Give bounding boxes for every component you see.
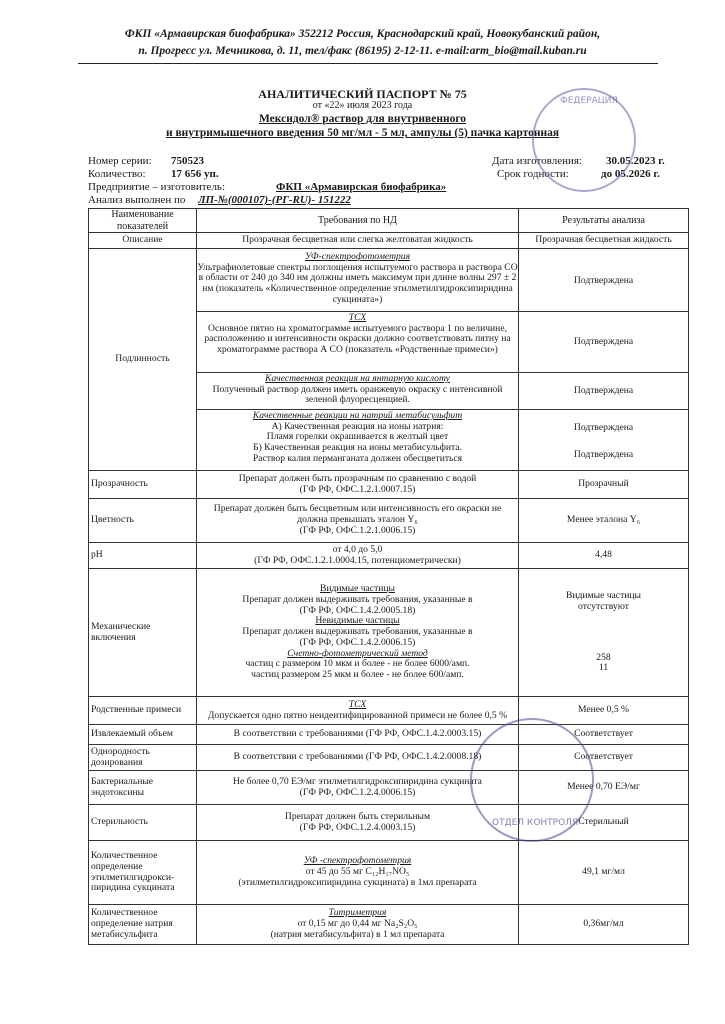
table-row	[89, 697, 689, 725]
row-req: В соответствии с требованиями (ГФ РФ, ОФС.1.4.2.0003.15)	[197, 725, 519, 745]
table-row	[89, 543, 689, 569]
col-header-req: Требования по НД	[197, 209, 519, 233]
ident-b4-res1: Подтверждена	[573, 422, 634, 433]
ident-b4-b: Б) Качественная реакция на ионы метабисульфита.	[253, 442, 462, 454]
mech-r3b: частиц размером 25 мкм и более - не более 600/амп.	[251, 669, 464, 681]
qty-value: 17 656 уп.	[171, 168, 219, 180]
row-res: Менее 0,70 ЕЭ/мг	[519, 771, 689, 805]
table-row	[89, 499, 689, 543]
row-req-text: от 45 до 55 мг C₁₂H₁₇NO₅	[305, 866, 410, 878]
ident-b2-text: Основное пятно на хроматограмме испытуемого раствора 1 по величине, расположению и интенсивности окраски должно соответствовать пятну на хроматограмме раствора А СО (показатель «Родственные примеси»)	[204, 322, 511, 356]
row-req-text: Препарат должен быть прозрачным по сравнению с водой	[238, 472, 477, 484]
row-req-ref: (ГФ РФ, ОФС.1.2.4.0006.15)	[299, 786, 416, 798]
row-req-title: Титриметрия	[328, 907, 387, 919]
row-req-text: Препарат должен быть бесцветным или интенсивность его окраски не должна превышать эталон Y₆	[213, 503, 502, 526]
row-name: Однородность дозирования	[89, 745, 197, 771]
table-row	[89, 249, 689, 471]
table-row	[89, 471, 689, 499]
mech-r2: Препарат должен выдерживать требования, указанные в	[242, 626, 473, 638]
mech-t1: Видимые частицы	[320, 583, 395, 595]
ident-b1-title: УФ-спектрофотометрия	[304, 251, 411, 262]
ident-b4-res2: Подтверждена	[573, 448, 634, 460]
mech-t3: Счетно-фотометрический метод	[287, 647, 428, 659]
row-name: Стерильность	[89, 805, 197, 841]
ident-b3-res: Подтверждена	[519, 373, 688, 410]
series-label: Номер серии:	[88, 155, 152, 167]
row-req-text: от 0,15 мг до 0,44 мг Na₂S₂O₅	[297, 918, 418, 930]
mech-r2b: (ГФ РФ, ОФС.1.4.2.0006.15)	[299, 636, 416, 648]
doc-date: от «22» июля 2023 года	[312, 100, 413, 111]
table-row	[89, 841, 689, 905]
made-value: 30.05.2023 г.	[606, 155, 665, 167]
row-name: Механические включения	[89, 569, 197, 697]
row-name: Родственные примеси	[89, 697, 197, 725]
row-req: Прозрачная бесцветная или слегка желтоватая жидкость	[197, 233, 519, 249]
row-name: pH	[89, 543, 197, 569]
analysis-value: ЛП-№(000107)-(РГ-RU)- 151222	[198, 194, 351, 206]
row-req-ref: (ГФ РФ, ОФС.1.2.1.0007.15)	[299, 483, 416, 495]
row-req	[197, 841, 519, 905]
made-label: Дата изготовления:	[492, 155, 582, 167]
row-req	[197, 805, 519, 841]
row-name: Описание	[89, 233, 197, 249]
row-req-title: УФ -спектрофотометрия	[303, 855, 412, 867]
row-res: Соответствует	[519, 725, 689, 745]
series-value: 750523	[171, 155, 204, 167]
mech-res2: 258	[596, 651, 611, 663]
stamp-top-text: ФЕДЕРАЦИЯ	[560, 96, 618, 106]
ident-b4-a: А) Качественная реакция на ионы натрия:	[271, 420, 444, 432]
row-res: Прозрачная бесцветная жидкость	[519, 233, 689, 249]
header-line-1: ФКП «Армавирская биофабрика» 352212 Россия, Краснодарский край, Новокубанский район,	[124, 28, 601, 40]
table-row	[89, 233, 689, 249]
row-res: 4,48	[519, 543, 689, 569]
mech-r1: Препарат должен выдерживать требования, указанные в	[242, 593, 473, 605]
ident-b2-res: Подтверждена	[519, 312, 688, 373]
row-res: 49,1 мг/мл	[519, 841, 689, 905]
row-res: Соответствует	[519, 745, 689, 771]
ident-b3-text: Полученный раствор должен иметь оранжевую окраску с интенсивной зеленой флуоресценцией.	[212, 383, 503, 406]
shelf-label: Срок годности:	[497, 168, 569, 180]
row-req-text: от 4,0 до 5,0	[332, 543, 383, 555]
row-req	[197, 697, 519, 725]
row-res: Менее 0,5 %	[519, 697, 689, 725]
header-line-2: п. Прогресс ул. Мечникова, д. 11, тел/факс (86195) 2-12-11. e-mail:arm_bio@mail.kuban.ru	[138, 45, 587, 57]
mech-r1b: (ГФ РФ, ОФС.1.4.2.0005.18)	[299, 604, 416, 616]
maker-value: ФКП «Армавирская биофабрика»	[276, 181, 447, 193]
ident-b4-title: Качественные реакции на натрий метабисульфит	[252, 410, 463, 421]
maker-label: Предприятие – изготовитель:	[88, 181, 226, 193]
product-line-1: Мексидол® раствор для внутривенного	[258, 113, 467, 125]
table-row	[89, 805, 689, 841]
row-req-ref: (этилметилгидроксипиридина сукцината) в 1мл препарата	[238, 876, 477, 888]
header-rule	[78, 63, 658, 64]
row-name: Цветность	[89, 499, 197, 543]
row-req-mech	[197, 569, 519, 697]
row-req-ident	[197, 249, 519, 471]
ident-b1-text: Ультрафиолетовые спектры поглощения испытуемого раствора и раствора СО в области от 240 до 340 нм должны иметь максимум при длине волны 297 ± 2 нм (показатель «Количественное определение этилметилгидроксипиридина сукцината»)	[197, 261, 518, 305]
row-req-text: Не более 0,70 ЕЭ/мг этилметилгидроксипиридина сукцината	[233, 775, 482, 787]
mech-res1: Видимые частицы отсутствуют	[566, 590, 641, 612]
row-name: Количественное определение натрия метабисульфита	[89, 905, 197, 945]
table-row	[89, 771, 689, 805]
col-header-res: Результаты анализа	[519, 209, 689, 233]
row-req	[197, 905, 519, 945]
row-name: Бактериальные эндотоксины	[89, 771, 197, 805]
doc-title: АНАЛИТИЧЕСКИЙ ПАСПОРТ № 75	[258, 87, 467, 101]
shelf-value: до 05.2026 г.	[601, 168, 660, 180]
table-header-row	[89, 209, 689, 233]
row-req-text: Допускается одно пятно неидентифицированной примеси не более 0,5 %	[207, 709, 508, 721]
row-name: Прозрачность	[89, 471, 197, 499]
table-row	[89, 905, 689, 945]
row-res-mech	[519, 569, 689, 697]
row-res-ident	[519, 249, 689, 471]
ident-b1-res: Подтверждена	[519, 251, 688, 312]
mech-res3: 11	[598, 662, 609, 674]
ident-b2-title: ТСХ	[348, 312, 367, 323]
analysis-label: Анализ выполнен по	[88, 194, 186, 206]
row-res: Менее эталона Y₆	[519, 499, 689, 543]
row-req-title: ТСХ	[348, 698, 367, 710]
ident-b3-title: Качественная реакция на янтарную кислоту	[265, 373, 450, 384]
row-req-ref: (ГФ РФ, ОФС.1.2.1.0004.15, потенциометрически)	[254, 554, 461, 566]
row-req	[197, 499, 519, 543]
row-req: В соответствии с требованиями (ГФ РФ, ОФС.1.4.2.0008.18)	[197, 745, 519, 771]
row-req-ref: (ГФ РФ, ОФС.1.2.4.0003.15)	[299, 821, 416, 833]
ident-b4-b2: Раствор калия перманганата должен обесцветиться	[252, 452, 463, 464]
mech-t2: Невидимые частицы	[315, 615, 400, 627]
ident-b4-a2: Пламя горелки окрашивается в желтый цвет	[266, 431, 449, 443]
row-name: Подлинность	[89, 249, 197, 471]
row-name: Количественное определение этилметилгидрокси-пиридина сукцината	[89, 841, 197, 905]
stamp-bottom-text: ОТДЕЛ КОНТРОЛЯ	[492, 818, 579, 828]
col-header-name: Наименование показателей	[89, 209, 197, 233]
row-res: Стерильный	[519, 805, 689, 841]
row-req-ref: (ГФ РФ, ОФС.1.2.1.0006.15)	[299, 524, 416, 536]
qty-label: Количество:	[88, 168, 146, 180]
mech-r3: частиц с размером 10 мкм и более - не более 6000/амп.	[245, 658, 470, 670]
row-name: Извлекаемый объем	[89, 725, 197, 745]
row-req	[197, 543, 519, 569]
table-row	[89, 569, 689, 697]
table-row	[89, 745, 689, 771]
row-res: Прозрачный	[519, 471, 689, 499]
row-req	[197, 471, 519, 499]
row-res: 0,36мг/мл	[519, 905, 689, 945]
table-row	[89, 725, 689, 745]
analysis-table	[88, 208, 689, 945]
product-line-2: и внутримышечного введения 50 мг/мл - 5 мл, ампулы (5) пачка картонная	[165, 127, 560, 139]
row-req-text: Препарат должен быть стерильным	[284, 810, 431, 822]
row-req-ref: (натрия метабисульфита) в 1 мл препарата	[270, 928, 445, 940]
